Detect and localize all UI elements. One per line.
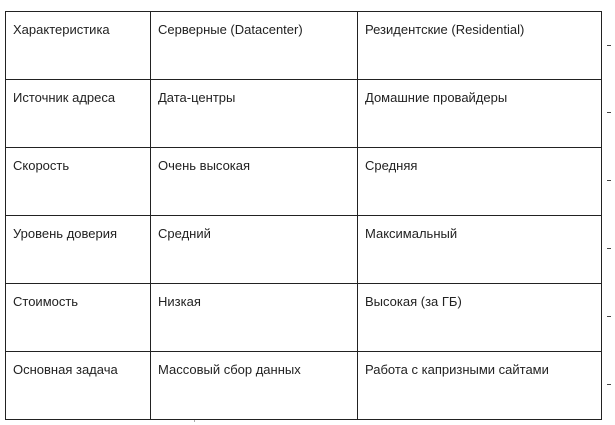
- row-marker: [607, 180, 611, 181]
- table-row: [6, 352, 602, 420]
- table-row: [6, 284, 602, 352]
- header-cell: Характеристика: [6, 12, 151, 80]
- table-cell: Стоимость: [6, 284, 151, 352]
- table-row: [6, 148, 602, 216]
- table-cell: Средняя: [358, 148, 602, 216]
- table-cell: Уровень доверия: [6, 216, 151, 284]
- table-cell: Очень высокая: [151, 148, 358, 216]
- table-cell: Скорость: [6, 148, 151, 216]
- table-cell: Низкая: [151, 284, 358, 352]
- header-cell: Серверные (Datacenter): [151, 12, 358, 80]
- row-marker: [607, 316, 611, 317]
- table-header-row: [6, 12, 602, 80]
- table-cell: Средний: [151, 216, 358, 284]
- comparison-table: [5, 11, 602, 420]
- row-marker: [607, 112, 611, 113]
- table-row: [6, 216, 602, 284]
- table-cell: Максимальный: [358, 216, 602, 284]
- header-cell: Резидентские (Residential): [358, 12, 602, 80]
- table-row: [6, 80, 602, 148]
- table-cell: Источник адреса: [6, 80, 151, 148]
- row-marker: [607, 45, 611, 46]
- stray-mark: [194, 420, 195, 422]
- table-cell: Массовый сбор данных: [151, 352, 358, 420]
- table-cell: Домашние провайдеры: [358, 80, 602, 148]
- table-cell: Работа с капризными сайтами: [358, 352, 602, 420]
- table-cell: Основная задача: [6, 352, 151, 420]
- table-cell: Дата-центры: [151, 80, 358, 148]
- row-marker: [607, 384, 611, 385]
- table-cell: Высокая (за ГБ): [358, 284, 602, 352]
- row-marker: [607, 248, 611, 249]
